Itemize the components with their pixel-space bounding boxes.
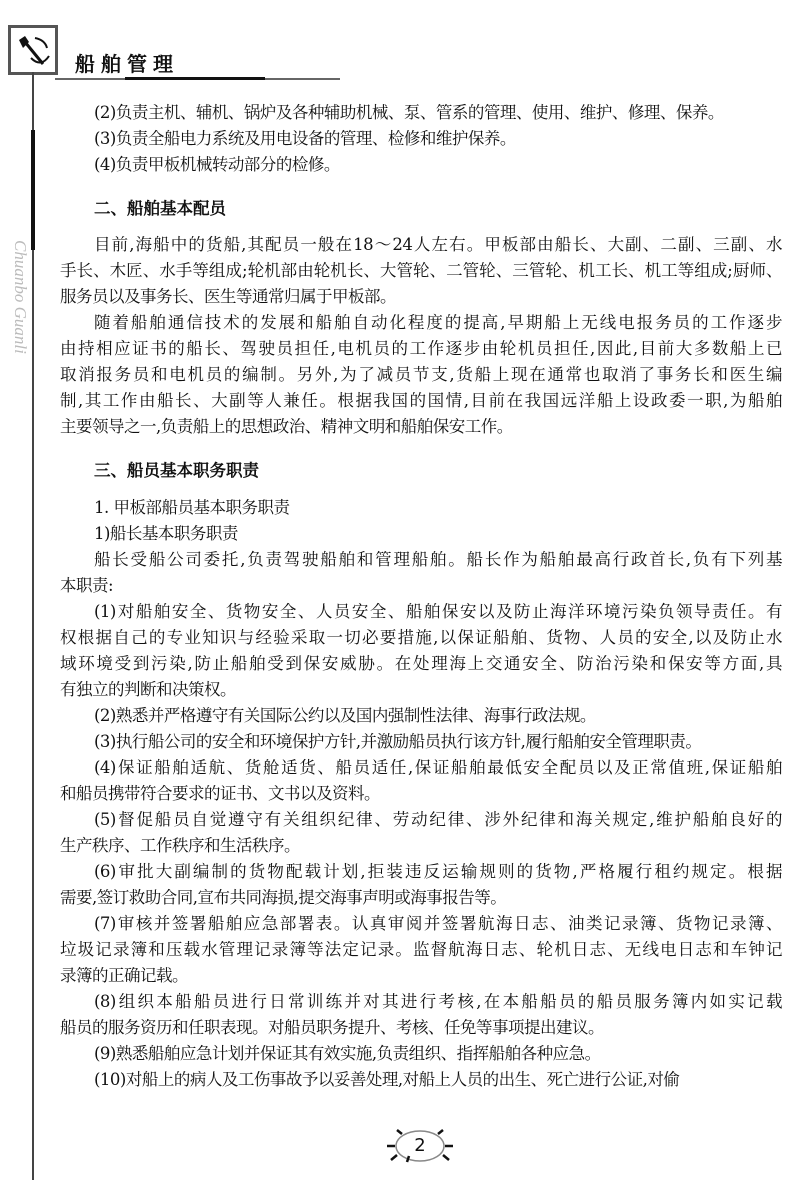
- text-line: 本职责:: [60, 576, 114, 595]
- paragraph: [60, 232, 782, 310]
- text-line: 制,其工作由船长、大副等人兼任。根据我国的国情,目前在我国远洋船上设政委一职,为船舶: [60, 391, 782, 410]
- paragraph: [60, 1067, 782, 1093]
- paragraph: [60, 911, 782, 989]
- text-line: (3)执行船公司的安全和环境保护方针,并激励船员执行该方针,履行船舶安全管理职责。: [94, 732, 702, 751]
- text-line: 域环境受到污染,防止船舶受到保安威胁。在处理海上交通安全、防治污染和保安等方面,具: [60, 654, 782, 673]
- paragraph: [60, 1041, 782, 1067]
- text-line: 由持相应证书的船长、驾驶员担任,电机员的工作逐步由轮机员担任,因此,目前大多数船上已: [60, 339, 782, 358]
- header-rule-accent: [125, 77, 265, 80]
- paragraph: [60, 521, 782, 547]
- page-number-badge: [385, 1128, 455, 1164]
- text-line: 录簿的正确记载。: [60, 966, 188, 985]
- paragraph: [60, 599, 782, 703]
- text-line: 和船员携带符合要求的证书、文书以及资料。: [60, 784, 380, 803]
- text-line: 需要,签订救助合同,宣布共同海损,提交海事声明或海事报告等。: [60, 888, 507, 907]
- text-line: 三、船员基本职务职责: [94, 461, 259, 480]
- text-line: 垃圾记录簿和压载水管理记录簿等法定记录。监督航海日志、轮机日志、无线电日志和车钟记: [60, 940, 782, 959]
- section-heading: [60, 196, 782, 222]
- paragraph: [60, 126, 782, 152]
- text-line: 1)船长基本职务职责: [94, 524, 238, 543]
- side-running-text: Chuanbo Guanli: [11, 240, 30, 354]
- paragraph: [60, 989, 782, 1041]
- subsection-heading: [60, 495, 782, 521]
- text-line: 船员的服务资历和任职表现。对船员职务提升、考核、任免等事项提出建议。: [60, 1018, 604, 1037]
- paragraph: [60, 152, 782, 178]
- paragraph: [60, 859, 782, 911]
- section-heading: [60, 458, 782, 484]
- text-line: (5)督促船员自觉遵守有关组织纪律、劳动纪律、涉外纪律和海关规定,维护船舶良好的: [94, 810, 782, 829]
- text-line: 船长受船公司委托,负责驾驶船舶和管理船舶。船长作为船舶最高行政首长,负有下列基: [94, 550, 782, 569]
- anchor-logo-icon: [8, 25, 58, 75]
- text-line: 1. 甲板部船员基本职务职责: [94, 498, 290, 517]
- text-line: (1)对船舶安全、货物安全、人员安全、船舶保安以及防止海洋环境污染负领导责任。有: [94, 602, 782, 621]
- text-line: (8)组织本船船员进行日常训练并对其进行考核,在本船船员的船员服务簿内如实记载: [94, 992, 782, 1011]
- page-number: 2: [414, 1135, 426, 1156]
- margin-rule-accent: [31, 130, 35, 250]
- text-line: (9)熟悉船舶应急计划并保证其有效实施,负责组织、指挥船舶各种应急。: [94, 1044, 601, 1063]
- text-line: (4)负责甲板机械转动部分的检修。: [94, 155, 340, 174]
- text-line: 手长、木匠、水手等组成;轮机部由轮机长、大管轮、二管轮、三管轮、机工长、机工等组成;厨师、: [60, 261, 782, 280]
- text-line: 生产秩序、工作秩序和生活秩序。: [60, 836, 300, 855]
- text-line: (6)审批大副编制的货物配载计划,拒装违反运输规则的货物,严格履行租约规定。根据: [94, 862, 782, 881]
- running-header-title: 船舶管理: [75, 52, 179, 76]
- text-line: (3)负责全船电力系统及用电设备的管理、检修和维护保养。: [94, 129, 516, 148]
- paragraph: [60, 703, 782, 729]
- text-line: 主要领导之一,负责船上的思想政治、精神文明和船舶保安工作。: [60, 417, 513, 436]
- text-line: 二、船舶基本配员: [94, 199, 226, 218]
- text-line: (4)保证船舶适航、货舱适货、船员适任,保证船舶最低安全配员以及正常值班,保证船舶: [94, 758, 782, 777]
- paragraph: [60, 100, 782, 126]
- text-line: 服务员以及事务长、医生等通常归属于甲板部。: [60, 287, 396, 306]
- text-line: 随着船舶通信技术的发展和船舶自动化程度的提高,早期船上无线电报务员的工作逐步: [94, 313, 782, 332]
- paragraph: [60, 310, 782, 440]
- page-body: [60, 100, 782, 1093]
- paragraph: [60, 729, 782, 755]
- text-line: 有独立的判断和决策权。: [60, 680, 236, 699]
- text-line: 取消报务员和电机员的编制。另外,为了减员节支,货船上现在通常也取消了事务长和医生编: [60, 365, 782, 384]
- paragraph: [60, 547, 782, 599]
- text-line: (7)审核并签署船舶应急部署表。认真审阅并签署航海日志、油类记录簿、货物记录簿、: [94, 914, 782, 933]
- paragraph: [60, 755, 782, 807]
- text-line: (10)对船上的病人及工伤事故予以妥善处理,对船上人员的出生、死亡进行公证,对偷: [94, 1070, 680, 1089]
- text-line: 权根据自己的专业知识与经验采取一切必要措施,以保证船舶、货物、人员的安全,以及防止水: [60, 628, 782, 647]
- text-line: 目前,海船中的货船,其配员一般在18～24人左右。甲板部由船长、大副、二副、三副、水: [94, 235, 782, 254]
- text-line: (2)负责主机、辅机、锅炉及各种辅助机械、泵、管系的管理、使用、维护、修理、保养。: [94, 103, 724, 122]
- text-line: (2)熟悉并严格遵守有关国际公约以及国内强制性法律、海事行政法规。: [94, 706, 596, 725]
- paragraph: [60, 807, 782, 859]
